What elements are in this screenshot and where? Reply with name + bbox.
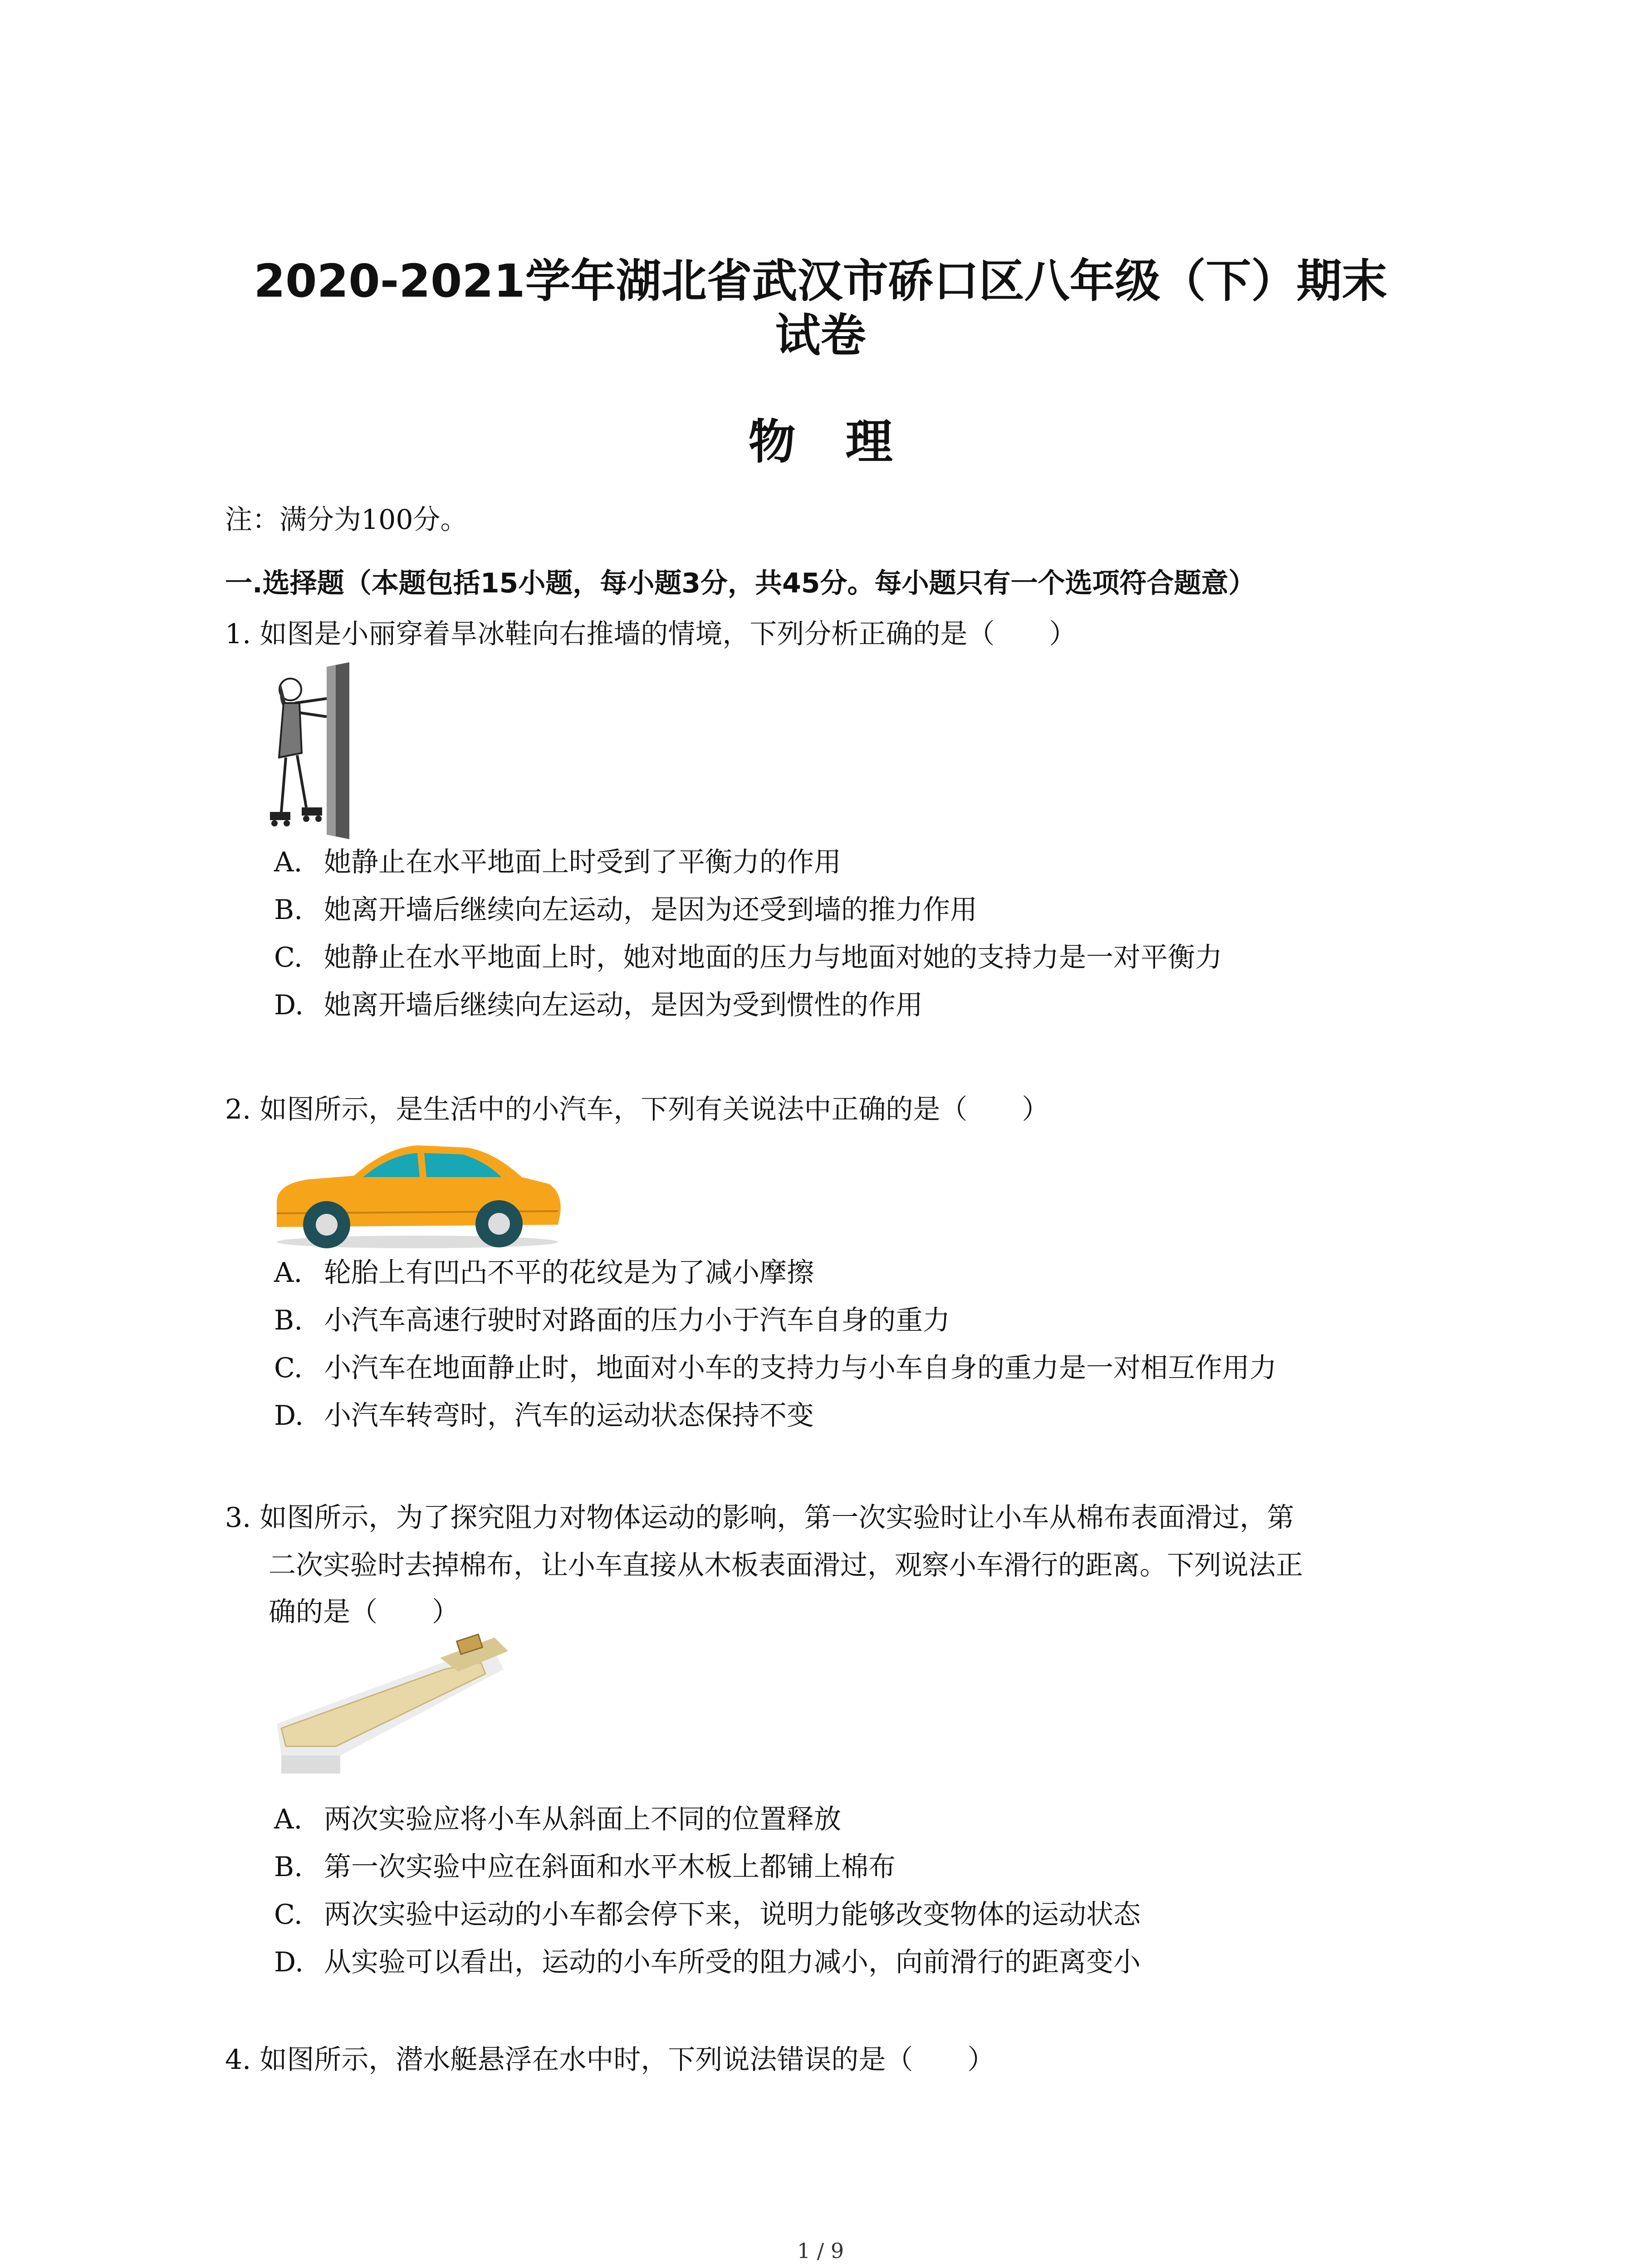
question-3-option-d[interactable] [274, 1946, 1141, 1979]
option-text: 两次实验应将小车从斜面上不同的位置释放 [324, 1804, 841, 1835]
option-text: 她离开墙后继续向左运动，是因为还受到墙的推力作用 [324, 894, 977, 926]
option-letter: A. [274, 1804, 303, 1835]
skater-pushing-wall-figure [263, 662, 358, 839]
question-2-option-a[interactable] [274, 1256, 814, 1289]
subject-title: 物理 [748, 414, 943, 469]
question-3-option-a[interactable] [274, 1803, 841, 1836]
question-1-option-a[interactable] [274, 846, 841, 879]
option-letter: D. [274, 989, 304, 1021]
option-letter: C. [274, 1352, 303, 1384]
question-2-option-c[interactable] [274, 1352, 1277, 1384]
score-note: 注：满分为100分。 [225, 504, 468, 536]
question-3-option-c[interactable] [274, 1898, 1141, 1931]
option-letter: A. [274, 846, 303, 878]
question-3-stem-line2: 二次实验时去掉棉布，让小车直接从木板表面滑过，观察小车滑行的距离。下列说法正 [269, 1549, 1303, 1581]
question-4-stem: 4. 如图所示，潜水艇悬浮在水中时，下列说法错误的是（ ） [225, 2044, 995, 2076]
option-text: 两次实验中运动的小车都会停下来，说明力能够改变物体的运动状态 [324, 1899, 1141, 1931]
option-text: 她静止在水平地面上时受到了平衡力的作用 [324, 846, 841, 878]
option-text: 她离开墙后继续向左运动，是因为受到惯性的作用 [324, 989, 923, 1021]
question-1-option-d[interactable] [274, 989, 923, 1022]
option-text: 从实验可以看出，运动的小车所受的阻力减小，向前滑行的距离变小 [324, 1946, 1141, 1978]
option-letter: D. [274, 1946, 304, 1978]
page-number: 1 / 9 [797, 2239, 844, 2263]
option-letter: B. [274, 1851, 303, 1883]
question-3-option-b[interactable] [274, 1851, 896, 1883]
car-figure [268, 1134, 567, 1252]
option-text: 小汽车在地面静止时，地面对小车的支持力与小车自身的重力是一对相互作用力 [324, 1352, 1277, 1384]
page-title-continued: 试卷 [775, 309, 866, 362]
option-text: 小汽车高速行驶时对路面的压力小于汽车自身的重力 [324, 1305, 950, 1336]
question-3-stem-line3: 确的是（ ） [269, 1596, 459, 1628]
question-2-option-b[interactable] [274, 1304, 950, 1337]
option-letter: A. [274, 1257, 303, 1289]
question-1-option-c[interactable] [274, 941, 1222, 974]
option-letter: C. [274, 942, 303, 973]
page-title: 2020-2021学年湖北省武汉市硚口区八年级（下）期末 [254, 254, 1387, 308]
question-2-option-d[interactable] [274, 1399, 814, 1432]
question-1-stem: 1. 如图是小丽穿着旱冰鞋向右推墙的情境，下列分析正确的是（ ） [225, 618, 1077, 650]
option-text: 轮胎上有凹凸不平的花纹是为了减小摩擦 [324, 1257, 814, 1289]
option-text: 小汽车转弯时，汽车的运动状态保持不变 [324, 1400, 814, 1432]
option-text: 她静止在水平地面上时，她对地面的压力与地面对她的支持力是一对平衡力 [324, 942, 1222, 973]
incline-experiment-figure [268, 1633, 513, 1783]
option-letter: C. [274, 1899, 303, 1931]
option-letter: B. [274, 894, 303, 926]
section-heading: 一.选择题（本题包括15小题，每小题3分，共45分。每小题只有一个选项符合题意） [225, 567, 1256, 599]
question-1-option-b[interactable] [274, 894, 977, 926]
question-2-stem: 2. 如图所示，是生活中的小汽车，下列有关说法中正确的是（ ） [225, 1094, 1049, 1125]
option-letter: D. [274, 1400, 304, 1432]
question-3-stem-line1: 3. 如图所示，为了探究阻力对物体运动的影响，第一次实验时让小车从棉布表面滑过，第 [225, 1502, 1294, 1534]
option-letter: B. [274, 1305, 303, 1336]
option-text: 第一次实验中应在斜面和水平木板上都铺上棉布 [324, 1851, 896, 1883]
